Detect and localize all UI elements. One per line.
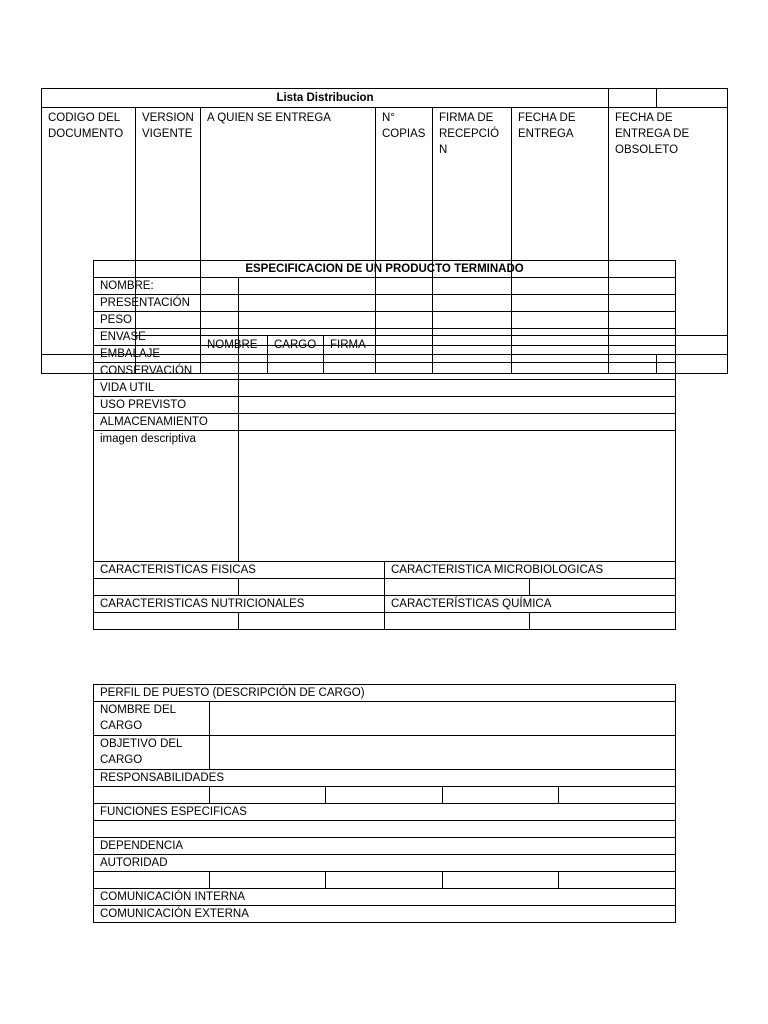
- sub-firma: FIRMA: [324, 336, 376, 355]
- responsabilidades-cell-3[interactable]: [326, 787, 443, 804]
- spec-value-almacenamiento[interactable]: [239, 414, 676, 431]
- profile-label-funciones: FUNCIONES ESPECIFICAS: [94, 804, 676, 821]
- distribution-header-blank-2[interactable]: [657, 89, 728, 108]
- spec-value-conservacion[interactable]: [239, 363, 676, 380]
- spec-quimica-cell-1[interactable]: [385, 613, 530, 630]
- spec-value-peso[interactable]: [239, 312, 676, 329]
- header-codigo: CODIGO DEL DOCUMENTO: [42, 108, 136, 355]
- spec-value-uso-previsto[interactable]: [239, 397, 676, 414]
- profile-title: PERFIL DE PUESTO (DESCRIPCIÓN DE CARGO): [94, 685, 676, 702]
- spec-label-embalaje: EMBALAJE: [94, 346, 239, 363]
- spec-micro-cell-1[interactable]: [385, 579, 530, 596]
- spec-value-envase[interactable]: [239, 329, 676, 346]
- sub-cargo: CARGO: [268, 336, 324, 355]
- spec-value-vida-util[interactable]: [239, 380, 676, 397]
- spec-label-imagen: imagen descriptiva: [94, 431, 239, 562]
- spec-label-envase: ENVASE: [94, 329, 239, 346]
- responsabilidades-cell-1[interactable]: [94, 787, 210, 804]
- responsabilidades-cell-2[interactable]: [210, 787, 326, 804]
- header-version: VERSION VIGENTE: [136, 108, 201, 336]
- product-spec-table: [93, 260, 676, 630]
- spec-title: ESPECIFICACION DE UN PRODUCTO TERMINADO: [94, 261, 676, 278]
- spec-quimica-cell-2[interactable]: [530, 613, 676, 630]
- spec-label-conservacion: CONSERVACIÓN: [94, 363, 239, 380]
- profile-label-com-externa: COMUNICACIÓN EXTERNA: [94, 906, 676, 923]
- distribution-header-blank-1[interactable]: [609, 89, 657, 108]
- profile-value-nombre-cargo[interactable]: [210, 702, 676, 736]
- profile-label-nombre-cargo: NOMBRE DEL CARGO: [94, 702, 210, 736]
- spec-image-area[interactable]: [239, 431, 676, 562]
- spec-nutricionales-label: CARACTERISTICAS NUTRICIONALES: [94, 596, 385, 613]
- spec-label-presentacion: PRESENTACIÓN: [94, 295, 239, 312]
- profile-value-funciones[interactable]: [94, 821, 676, 838]
- spec-micro-cell-2[interactable]: [530, 579, 676, 596]
- responsabilidades-cell-4[interactable]: [443, 787, 559, 804]
- profile-label-objetivo-cargo: OBJETIVO DEL CARGO: [94, 736, 210, 770]
- sub-nombre: NOMBRE: [201, 336, 268, 355]
- spec-value-embalaje[interactable]: [239, 346, 676, 363]
- spec-label-uso-previsto: USO PREVISTO: [94, 397, 239, 414]
- spec-nutricionales-cell-1[interactable]: [94, 613, 239, 630]
- autoridad-cell-2[interactable]: [210, 872, 326, 889]
- profile-value-objetivo-cargo[interactable]: [210, 736, 676, 770]
- autoridad-cell-4[interactable]: [443, 872, 559, 889]
- spec-value-nombre[interactable]: [239, 278, 676, 295]
- profile-label-dependencia: DEPENDENCIA: [94, 838, 676, 855]
- spec-label-almacenamiento: ALMACENAMIENTO: [94, 414, 239, 431]
- autoridad-cell-3[interactable]: [326, 872, 443, 889]
- profile-label-com-interna: COMUNICACIÓN INTERNA: [94, 889, 676, 906]
- profile-label-autoridad: AUTORIDAD: [94, 855, 676, 872]
- header-quien: A QUIEN SE ENTREGA: [201, 108, 376, 336]
- header-fecha-entrega: FECHA DE ENTREGA: [512, 108, 609, 336]
- responsabilidades-cell-5[interactable]: [559, 787, 676, 804]
- spec-label-nombre: NOMBRE:: [94, 278, 239, 295]
- autoridad-cell-1[interactable]: [94, 872, 210, 889]
- autoridad-cell-5[interactable]: [559, 872, 676, 889]
- spec-value-presentacion[interactable]: [239, 295, 676, 312]
- spec-fisicas-cell-1[interactable]: [94, 579, 239, 596]
- spec-quimica-label: CARACTERÍSTICAS QUÍMICA: [385, 596, 676, 613]
- spec-micro-label: CARACTERISTICA MICROBIOLOGICAS: [385, 562, 676, 579]
- profile-label-responsabilidades: RESPONSABILIDADES: [94, 770, 676, 787]
- header-copias: N° COPIAS: [376, 108, 433, 336]
- job-profile-table: [93, 684, 676, 923]
- spec-fisicas-cell-2[interactable]: [239, 579, 385, 596]
- spec-nutricionales-cell-2[interactable]: [239, 613, 385, 630]
- header-fecha-obsoleto: FECHA DE ENTREGA DE OBSOLETO: [609, 108, 728, 336]
- spec-label-vida-util: VIDA UTIL: [94, 380, 239, 397]
- spec-fisicas-label: CARACTERISTICAS FISICAS: [94, 562, 385, 579]
- spec-label-peso: PESO: [94, 312, 239, 329]
- distribution-title: Lista Distribucion: [42, 89, 609, 108]
- header-firma-recepcion: FIRMA DE RECEPCIÓN: [433, 108, 512, 336]
